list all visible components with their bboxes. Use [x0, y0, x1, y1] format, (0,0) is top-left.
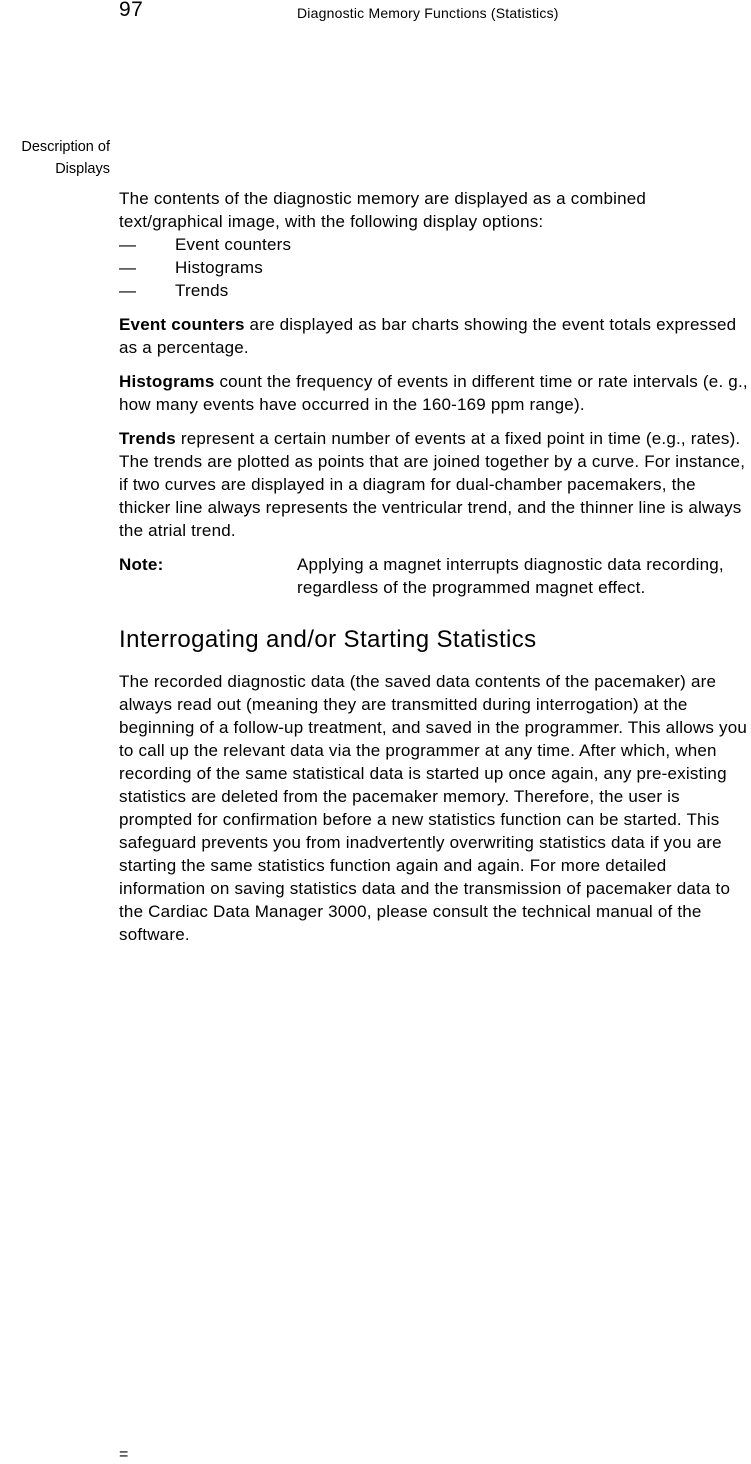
histograms-paragraph: [119, 370, 751, 416]
footer-mark: =: [119, 1446, 129, 1463]
list-item-label: Trends: [175, 281, 229, 300]
list-item: [119, 256, 751, 279]
side-label-line-2: Displays: [55, 161, 110, 177]
section-body: The recorded diagnostic data (the saved data contents of the pacemaker) are always read out (meaning they are transmitted during interrogation) at the beginning of a follow-up treatment, and saved in the programmer. This allows you to call up the relevant data via the programmer at any time. After which, when recording of the same statistical data is started up once again, any pre-existing statistics are deleted from the pacemaker memory. Therefore, the user is prompted for confirmation before a new statistics function can be started. This safeguard prevents you from inadvertently overwriting statistics data if you are starting the same statistics function again and again. For more detailed information on saving statistics data and the transmission of pacemaker data to the Cardiac Data Manager 3000, please consult the technical manual of the software.: [119, 672, 748, 944]
list-item-label: Histograms: [175, 258, 263, 277]
main-content: [119, 187, 751, 946]
note-text: Applying a magnet interrupts diagnostic data recording, regardless of the programmed magnet effect.: [297, 555, 724, 597]
dash-bullet: —: [119, 235, 137, 254]
event-counters-paragraph: [119, 313, 751, 359]
list-item-label: Event counters: [175, 235, 292, 254]
section-heading: Interrogating and/or Starting Statistics: [119, 626, 537, 653]
trends-term: Trends: [119, 429, 176, 448]
note-label: Note:: [119, 555, 164, 574]
list-item: [119, 279, 751, 302]
note-block: [119, 553, 751, 599]
list-item: [119, 233, 751, 256]
dash-bullet: —: [119, 258, 137, 277]
running-header: Diagnostic Memory Functions (Statistics): [297, 5, 559, 21]
histograms-term: Histograms: [119, 372, 215, 391]
side-label-line-1: Description of: [21, 139, 110, 155]
side-label: [0, 136, 110, 180]
intro-paragraph: The contents of the diagnostic memory are displayed as a combined text/graphical image, with the following display options:: [119, 189, 647, 231]
histograms-text: count the frequency of events in different time or rate intervals (e. g., how many events have occurred in the 160-169 ppm range).: [119, 372, 748, 414]
trends-paragraph: [119, 427, 751, 542]
display-options-list: [119, 233, 751, 302]
event-counters-text: are displayed as bar charts showing the event totals expressed as a percentage.: [119, 315, 737, 357]
dash-bullet: —: [119, 281, 137, 300]
page-number: 97: [119, 0, 144, 21]
event-counters-term: Event counters: [119, 315, 245, 334]
trends-text: represent a certain number of events at a fixed point in time (e.g., rates). The trends are plotted as points that are joined together by a curve. For instance, if two curves are displayed in a diagram for dual-chamber pacemakers, the thicker line always represents the ventricular trend, and the thinner line is always the atrial trend.: [119, 429, 746, 540]
